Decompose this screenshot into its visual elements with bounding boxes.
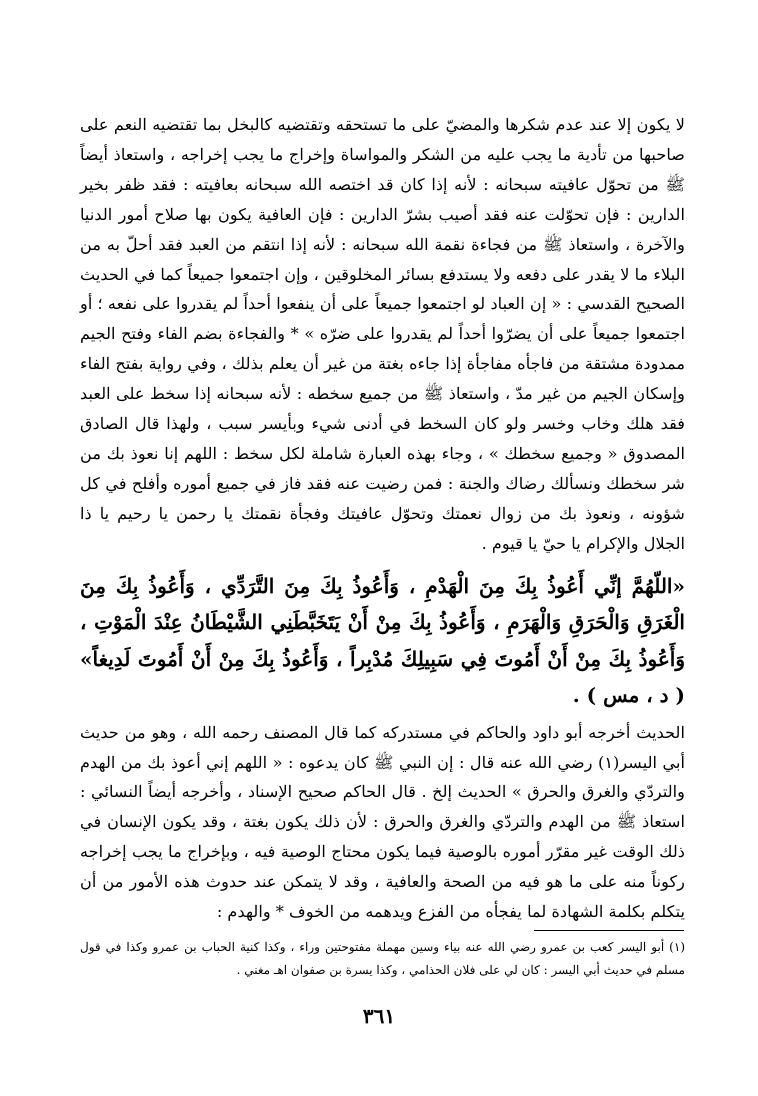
paragraph-commentary-1: لا يكون إلا عند عدم شكرها والمضيّ على ما تستحقه وتقتضيه كالبخل بما تقتضيه النعم على صاحبها من تأدية ما يجب عليه من الشكر والمواساة وإخراج ما يجب إخراجه ، واستعاذ أيضاً ﷺ من تحوّل عافيته سبحانه : لأنه إذا كان قد اختصه الله سبحانه بعافيته : فقد ظفر بخير الدارين : فإن تحوّلت عنه فقد أصيب بشرّ الدارين : فإن العافية يكون بها صلاح أمور الدنيا والآخرة ، واستعاذ ﷺ من فجاءة نقمة الله سبحانه : لأنه إذا انتقم من العبد فقد أحلّ به من البلاء ما لا يقدر على دفعه ولا يستدفع بسائر المخلوقين ، وإن اجتمعوا جميعاً كما في الحديث الصحيح القدسي : « إن العباد لو اجتمعوا جميعاً على أن ينفعوا أحداً لم يقدروا على نفعه ؛ أو اجتمعوا جميعاً على أن يضرّوا أحداً لم يقدروا على ضرّه » * والفجاءة بضم الفاء وفتح الجيم ممدودة مشتقة من فاجأه مفاجأة إذا جاءه بغتة من غير أن يعلم بذلك ، وفي رواية بفتح الفاء وإسكان الجيم من غير مدّ ، واستعاذ ﷺ من جميع سخطه : لأنه سبحانه إذا سخط على العبد فقد هلك وخاب وخسر ولو كان السخط في أدنى شيء وبأيسر سبب ، ولهذا قال الصادق المصدوق « وجميع سخطك » ، وجاء بهذه العبارة شاملة لكل سخط : اللهم إنا نعوذ بك من شر سخطك ونسألك رضاك والجنة : فمن رضيت عنه فقد فاز في جميع أموره وأفلح في كل شؤونه ، ونعوذ بك من زوال نعمتك وتحوّل عافيتك وفجأة نقمتك يا رحمن يا رحيم يا ذا الجلال والإكرام يا حيّ يا قيوم .	[80, 115, 685, 553]
paragraph-commentary-2: الحديث أخرجه أبو داود والحاكم في مستدركه كما قال المصنف رحمه الله ، وهو من حديث أبي اليسر(١) رضي الله عنه قال : إن النبي ﷺ كان يدعوه : « اللهم إني أعوذ بك من الهدم والتردّي والغرق والحرق » الحديث إلخ . قال الحاكم صحيح الإسناد ، وأخرجه أيضاً النسائي : استعاذ ﷺ من الهدم والتردّي والغرق والحرق : لأن ذلك يكون بغتة ، وقد يكون الإنسان في ذلك الوقت غير مقرّر أموره بالوصية فيما يكون محتاج الوصية فيه ، وبإخراج ما يجب إخراجه ركوناً منه على ما هو فيه من الصحة والعافية ، وقد لا يتمكن عند حدوث هذه الأمور من أن يتكلم بكلمة الشهادة لما يفجأه من الفزع ويدهمه من الخوف * والهدم :	[80, 722, 685, 922]
dua-text: «اللّهُمَّ إنِّي أَعُوذُ بِكَ مِنَ الْهَدْمِ ، وَأَعُوذُ بِكَ مِنَ التَّرَدِّي ، وَأَعُوذُ بِكَ مِنَ الْغَرَقِ وَالْحَرَقِ وَالْهَرَمِ ، وَأَعُوذُ بِكَ مِنْ أَنْ يَتَخَبَّطَنِي الشَّيْطَانُ عِنْدَ الْمَوْتِ ، وَأَعُوذُ بِكَ مِنْ أَنْ أَمُوتَ فِي سَبِيلِكَ مُدْبِراً ، وَأَعُوذُ بِكَ مِنْ أَنْ أَمُوتَ لَدِيغاً» ( د ، مس ) .	[80, 573, 685, 708]
footnote-separator	[534, 930, 684, 931]
page-number: ٣٦١	[362, 1004, 396, 1028]
page-body	[80, 110, 685, 927]
footnote: (١) أبو اليسر كعب بن عمرو رضي الله عنه بياء وسين مهملة مفتوحتين وراء ، وكذا كنية الحباب بن عمرو وكذا في قول مسلم في حديث أبي اليسر : كان لي على فلان الحذامي ، وكذا يسرة بن صفوان اهـ مغني .	[80, 940, 685, 977]
